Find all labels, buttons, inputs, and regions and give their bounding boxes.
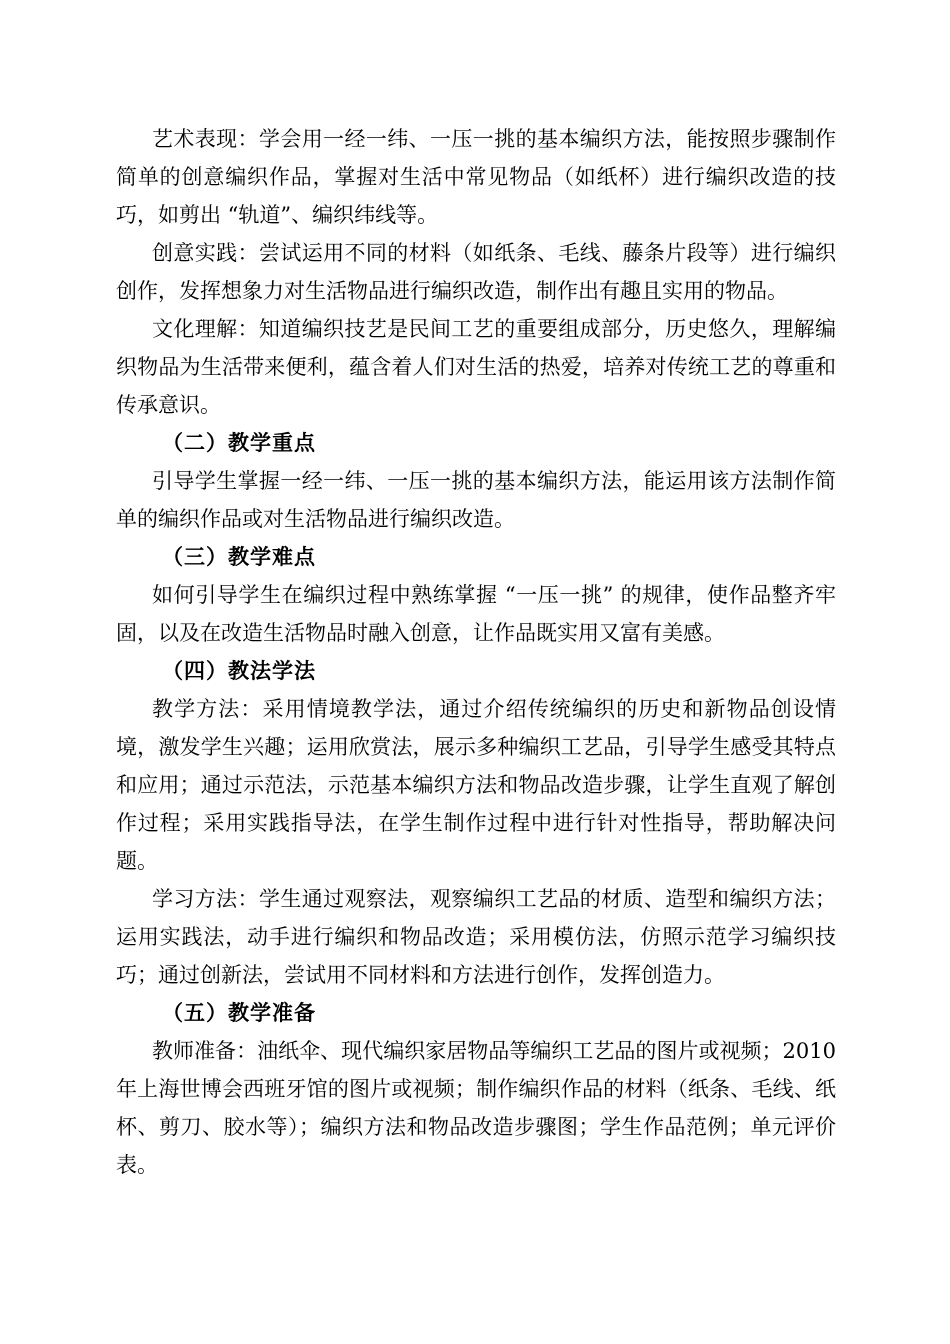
teaching-preparation-heading: （五）教学准备 — [162, 1001, 316, 1025]
teaching-focus-heading: （二）教学重点 — [162, 431, 316, 455]
art-expression-paragraph: 艺术表现：学会用一经一纬、一压一挑的基本编织方法，能按照步骤制作简单的创意编织作品，掌握对生活中常见物品（如纸杯）进行编织改造的技巧，如剪出 “轨道”、编织纬线等。 — [116, 127, 836, 227]
learning-method-paragraph: 学习方法：学生通过观察法，观察编织工艺品的材质、造型和编织方法；运用实践法，动手进行编织和物品改造；采用模仿法，仿照示范学习编织技巧；通过创新法，尝试用不同材料和方法进行创作，发挥创造力。 — [116, 887, 836, 987]
teaching-method-paragraph: 教学方法：采用情境教学法，通过介绍传统编织的历史和新物品创设情境，激发学生兴趣；运用欣赏法，展示多种编织工艺品，引导学生感受其特点和应用；通过示范法，示范基本编织方法和物品改造步骤，让学生直观了解创作过程；采用实践指导法，在学生制作过程中进行针对性指导，帮助解决问题。 — [116, 697, 836, 873]
teaching-focus-paragraph: 引导学生掌握一经一纬、一压一挑的基本编织方法，能运用该方法制作简单的编织作品或对生活物品进行编织改造。 — [116, 469, 836, 531]
creative-practice-paragraph: 创意实践：尝试运用不同的材料（如纸条、毛线、藤条片段等）进行编织创作，发挥想象力对生活物品进行编织改造，制作出有趣且实用的物品。 — [116, 241, 836, 303]
teacher-preparation-paragraph: 教师准备：油纸伞、现代编织家居物品等编织工艺品的图片或视频；2010 年上海世博会西班牙馆的图片或视频；制作编织作品的材料（纸条、毛线、纸杯、剪刀、胶水等）；编织方法和物品改造步骤图；学生作品范例；单元评价表。 — [116, 1039, 836, 1177]
cultural-understanding-paragraph: 文化理解：知道编织技艺是民间工艺的重要组成部分，历史悠久，理解编织物品为生活带来便利，蕴含着人们对生活的热爱，培养对传统工艺的尊重和传承意识。 — [116, 317, 836, 417]
teaching-difficulty-paragraph: 如何引导学生在编织过程中熟练掌握 “一压一挑” 的规律，使作品整齐牢固，以及在改造生活物品时融入创意，让作品既实用又富有美感。 — [116, 583, 836, 645]
teaching-methods-heading: （四）教法学法 — [162, 659, 316, 683]
teaching-difficulty-heading: （三）教学难点 — [162, 545, 316, 569]
document-body — [116, 120, 836, 1184]
